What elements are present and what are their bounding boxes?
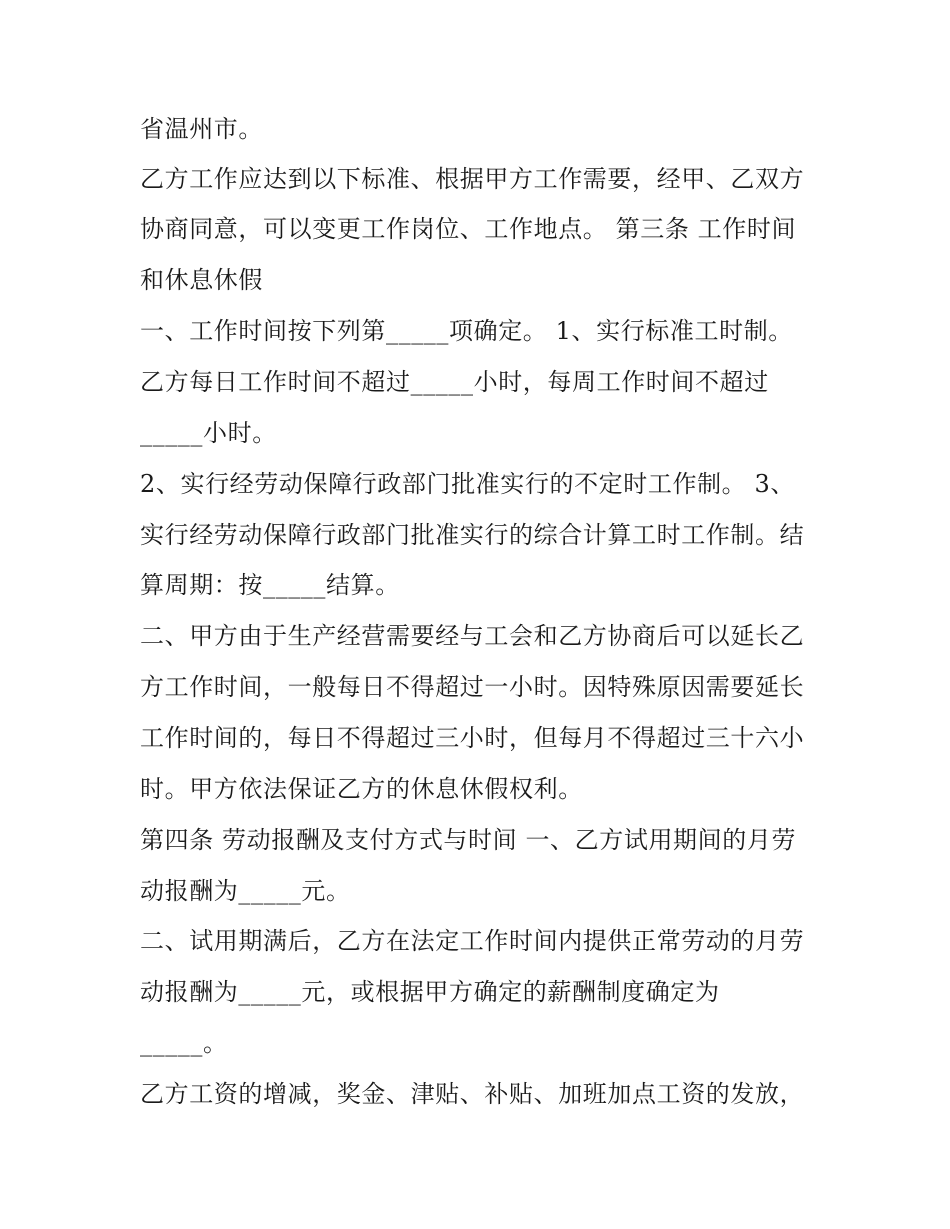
text-line: 动报酬为_____元，或根据甲方确定的薪酬制度确定为 (140, 978, 720, 1006)
text-line: 工作时间的，每日不得超过三小时，但每月不得超过三十六小 (140, 724, 805, 752)
text-line: 2、实行经劳动保障行政部门批准实行的不定时工作制。 3、 (140, 470, 795, 498)
text-line: 实行经劳动保障行政部门批准实行的综合计算工时工作制。结 (140, 521, 805, 549)
text-line: _____小时。 (140, 419, 277, 447)
text-line: 第四条 劳动报酬及支付方式与时间 一、乙方试用期间的月劳 (140, 826, 797, 854)
text-line: 二、甲方由于生产经营需要经与工会和乙方协商后可以延长乙 (140, 622, 805, 650)
text-line: 省温州市。 (140, 115, 263, 143)
text-line: 乙方工资的增减，奖金、津贴、补贴、加班加点工资的发放， (140, 1080, 805, 1108)
text-line: 动报酬为_____元。 (140, 877, 351, 905)
text-line: 二、试用期满后，乙方在法定工作时间内提供正常劳动的月劳 (140, 927, 805, 955)
text-line: 乙方工作应达到以下标准、根据甲方工作需要，经甲、乙双方 (140, 165, 805, 193)
text-line: _____。 (140, 1029, 228, 1057)
text-line: 算周期：按_____结算。 (140, 571, 400, 599)
text-line: 和休息休假 (140, 266, 263, 294)
text-line: 乙方每日工作时间不超过_____小时，每周工作时间不超过 (140, 368, 769, 396)
text-line: 方工作时间，一般每日不得超过一小时。因特殊原因需要延长 (140, 673, 805, 701)
text-line: 一、工作时间按下列第_____项确定。 1、实行标准工时制。 (140, 317, 793, 345)
text-line: 协商同意，可以变更工作岗位、工作地点。 第三条 工作时间 (140, 215, 797, 243)
text-line: 时。甲方依法保证乙方的休息休假权利。 (140, 775, 583, 803)
